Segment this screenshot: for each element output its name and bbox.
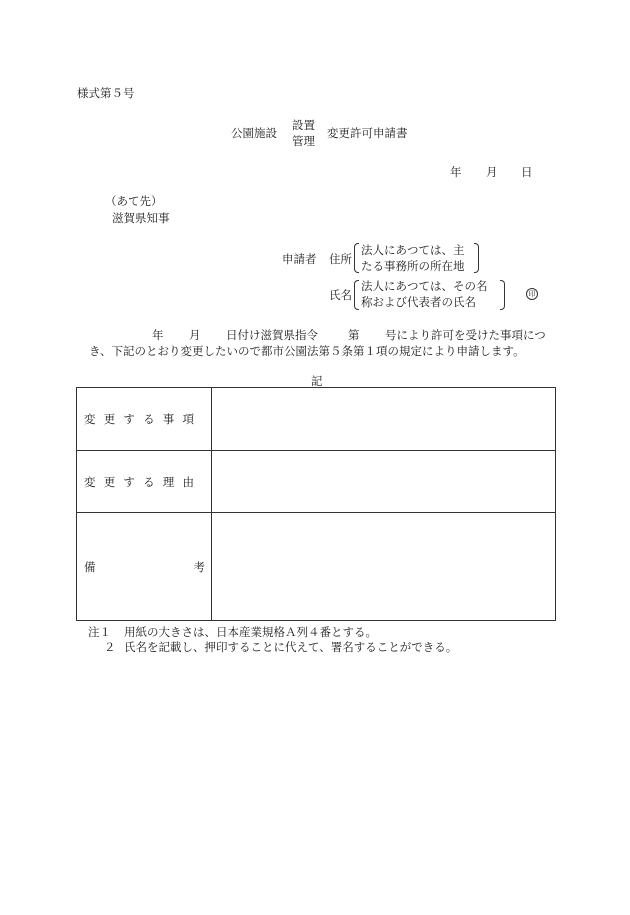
note-2-text: 氏名を記載し、押印することに代えて、署名することができる。 bbox=[124, 640, 458, 654]
title-option-top: 設置 bbox=[292, 118, 315, 132]
address-label: 住所 bbox=[329, 252, 352, 266]
change-reason-value[interactable] bbox=[212, 451, 556, 513]
applicant-label: 申請者 bbox=[282, 252, 317, 266]
body-line2: き、下記のとおり変更したいので都市公園法第５条第１項の規定により申請します。 bbox=[89, 344, 525, 358]
date-month: 月 bbox=[486, 165, 498, 179]
note-2-number: ２ bbox=[104, 640, 116, 654]
remarks-label-left: 備 bbox=[84, 559, 96, 574]
table-row bbox=[77, 451, 556, 513]
note-1-number: 注１ bbox=[88, 625, 111, 639]
address-bracket-left bbox=[354, 243, 359, 273]
note-1-text: 用紙の大きさは、日本産業規格Ａ列４番とする。 bbox=[124, 625, 377, 639]
name-label: 氏名 bbox=[329, 288, 352, 302]
date-year: 年 bbox=[450, 165, 462, 179]
address-note-1: 法人にあつては、主 bbox=[361, 243, 465, 257]
title-option-bottom: 管理 bbox=[292, 134, 315, 148]
change-reason-label: 変更する理由 bbox=[84, 474, 203, 489]
body-designation: 日付け滋賀県指令 bbox=[226, 328, 318, 342]
label-spread bbox=[84, 559, 205, 575]
remarks-label-right: 考 bbox=[193, 559, 205, 574]
name-note-2: 称および代表者の氏名 bbox=[361, 295, 476, 309]
name-note-1: 法人にあつては、その名 bbox=[361, 279, 488, 293]
label-spread bbox=[84, 411, 205, 427]
row-label-change-reason bbox=[77, 451, 212, 513]
change-table bbox=[76, 387, 556, 621]
name-bracket-right bbox=[500, 280, 505, 310]
name-bracket-left bbox=[354, 280, 359, 310]
remarks-value[interactable] bbox=[212, 513, 556, 621]
body-year: 年 bbox=[152, 328, 164, 342]
body-line1-tail: 号により許可を受けた事項につ bbox=[385, 328, 546, 342]
date-day: 日 bbox=[521, 165, 533, 179]
label-spread bbox=[84, 474, 205, 490]
row-label-change-item bbox=[77, 388, 212, 451]
record-heading: 記 bbox=[311, 374, 323, 388]
change-item-label: 変更する事項 bbox=[84, 412, 203, 426]
table-row bbox=[77, 388, 556, 451]
addressee-name: 滋賀県知事 bbox=[112, 211, 170, 225]
address-note-2: たる事務所の所在地 bbox=[361, 259, 465, 273]
addressee-label: （あて先） bbox=[105, 194, 163, 208]
change-item-value[interactable] bbox=[212, 388, 556, 451]
body-number-prefix: 第 bbox=[348, 328, 360, 342]
row-label-remarks bbox=[77, 513, 212, 621]
body-month: 月 bbox=[189, 328, 201, 342]
table-row bbox=[77, 513, 556, 621]
address-bracket-right bbox=[474, 243, 479, 273]
seal-mark: 印 bbox=[526, 288, 538, 300]
title-suffix: 変更許可申請書 bbox=[327, 126, 408, 140]
title-prefix: 公園施設 bbox=[231, 126, 277, 140]
form-number: 様式第５号 bbox=[77, 86, 135, 100]
